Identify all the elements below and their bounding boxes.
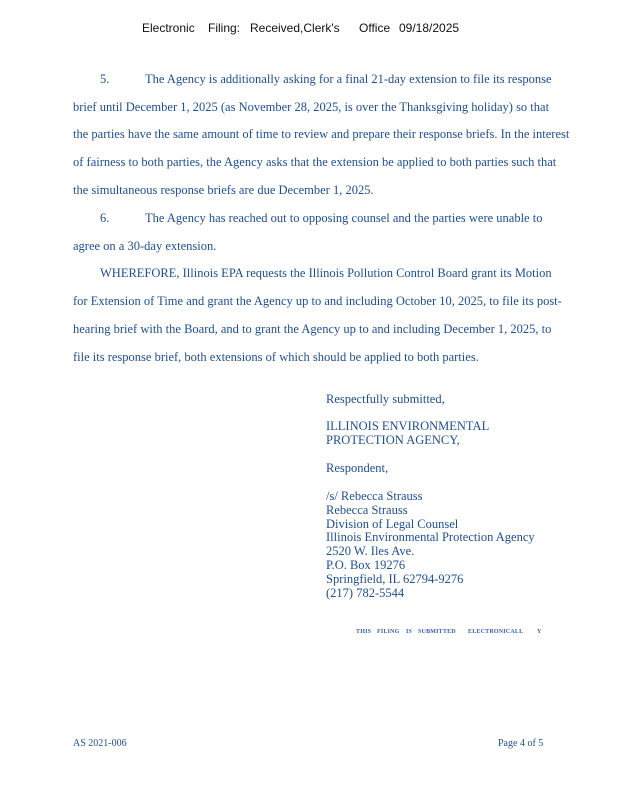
signature-street: 2520 W. Iles Ave. (326, 544, 415, 559)
signature-name: Rebecca Strauss (326, 502, 408, 517)
footer-page-number: Page 4 of 5 (498, 738, 544, 749)
signature-organization (326, 420, 489, 448)
wherefore-line-3: hearing brief with the Board, and to grant the Agency up to and including December 1, 2025, to (73, 322, 552, 336)
paragraph-5-line-2: brief until December 1, 2025 (as November 28, 2025, is over the Thanksgiving holiday) so that (73, 100, 550, 114)
paragraph-5-line-5: the simultaneous response briefs are due December 1, 2025. (73, 183, 374, 197)
signature-role: Respondent, (326, 461, 389, 475)
signature-division: Division of Legal Counsel (326, 516, 459, 531)
signature-closing: Respectfully submitted, (326, 392, 445, 406)
paragraph-6-line-2: agree on a 30-day extension. (73, 239, 217, 253)
paragraph-5-line-3: the parties have the same amount of time to review and prepare their response briefs. In the interest (73, 127, 570, 141)
wherefore-line-2: for Extension of Time and grant the Agency up to and including October 10, 2025, to file its post- (73, 294, 562, 308)
stamp-word-5: ELECTRONICALL (468, 629, 524, 635)
paragraph-5-number: 5. (100, 72, 110, 86)
paragraph-6-number: 6. (100, 211, 110, 225)
header-office: Office (359, 21, 391, 35)
stamp-word-6: Y (537, 629, 542, 635)
paragraph-5-text: The Agency is additionally asking for a final 21-day extension to file its response (145, 72, 552, 86)
paragraph-6-text: The Agency has reached out to opposing counsel and the parties were unable to (145, 211, 543, 225)
footer-case-number: AS 2021-006 (73, 738, 127, 749)
stamp-word-1: THIS (356, 629, 372, 635)
header-filing: Filing: (208, 21, 241, 35)
signature-city: Springfield, IL 62794-9276 (326, 571, 464, 586)
signature-org-line-2: PROTECTION AGENCY, (326, 432, 460, 447)
header-received: Received,Clerk's (250, 21, 340, 35)
stamp-word-2: FILING (377, 629, 400, 635)
signature-org-line-1: ILLINOIS ENVIRONMENTAL (326, 419, 490, 433)
signature-pobox: P.O. Box 19276 (326, 557, 406, 572)
paragraph-5-line-4: of fairness to both parties, the Agency asks that the extension be applied to both parties such that (73, 155, 557, 169)
stamp-word-4: SUBMITTED (418, 629, 456, 635)
signature-contact-block (326, 490, 535, 600)
signature-agency: Illinois Environmental Protection Agency (326, 530, 535, 545)
wherefore-line-4: file its response brief, both extensions of which should be applied to both parties. (73, 350, 479, 364)
stamp-word-3: IS (406, 629, 413, 635)
header-date: 09/18/2025 (399, 21, 460, 35)
wherefore-text: WHEREFORE, Illinois EPA requests the Illinois Pollution Control Board grant its Motion (100, 266, 552, 280)
signature-phone: (217) 782-5544 (326, 585, 405, 600)
header-electronic: Electronic (142, 21, 195, 35)
signature-sig-line: /s/ Rebecca Strauss (326, 489, 423, 503)
